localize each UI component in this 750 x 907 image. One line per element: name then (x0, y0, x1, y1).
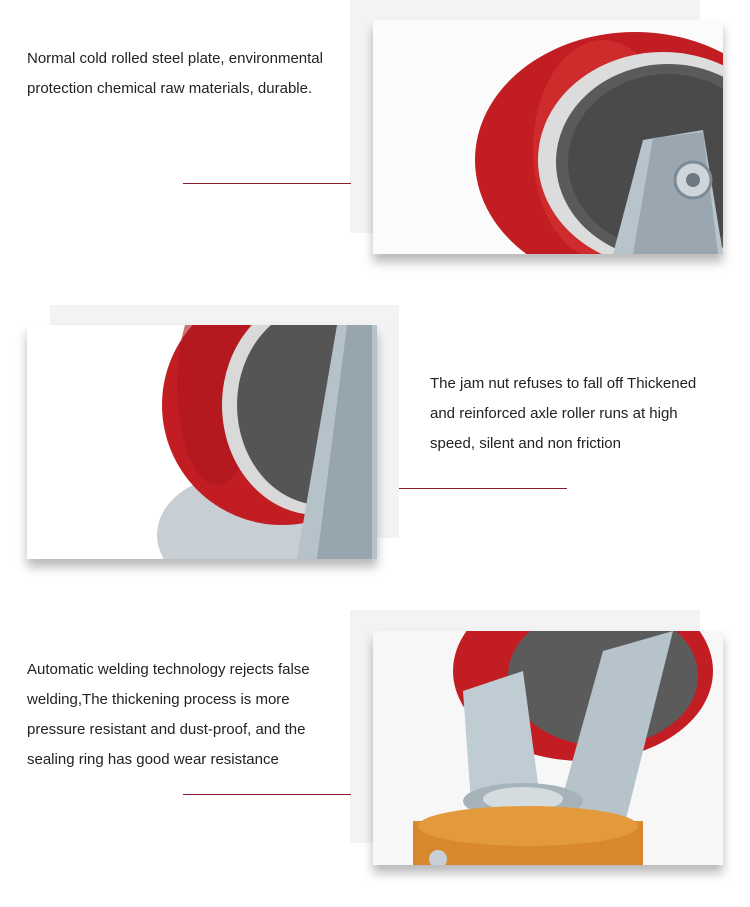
feature-section-3 (0, 600, 750, 907)
feature-section-1 (0, 0, 750, 290)
feature-description: The jam nut refuses to fall off Thickened and reinforced axle roller runs at high speed, silent and non friction (430, 375, 697, 452)
divider-line (399, 488, 567, 489)
divider-line (183, 794, 351, 795)
caster-base-photo (373, 631, 723, 865)
caster-wheel-photo (27, 325, 377, 559)
feature-section-2 (0, 290, 750, 600)
feature-description: Normal cold rolled steel plate, environmental protection chemical raw materials, durable. (27, 50, 323, 97)
divider-line (183, 183, 351, 184)
feature-description: Automatic welding technology rejects false welding,The thickening process is more pressure resistant and dust-proof, and the sealing ring has good wear resistance (27, 661, 310, 768)
caster-wheel-photo (373, 20, 723, 254)
